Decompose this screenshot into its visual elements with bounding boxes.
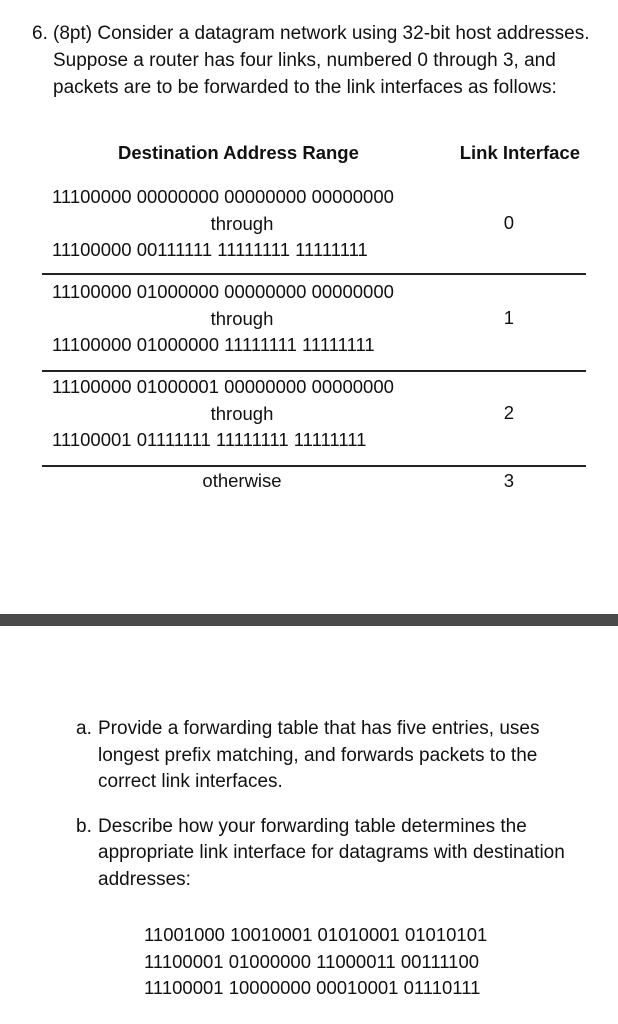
- section-divider: [0, 614, 618, 626]
- header-destination-range: Destination Address Range: [118, 142, 359, 163]
- question-number: 6.: [32, 23, 48, 44]
- destination-address: 11100001 01000000 11000011 00111100: [144, 950, 480, 972]
- range-end: 11100000 00111111 11111111 11111111: [52, 239, 368, 260]
- through-label: through: [210, 402, 274, 424]
- question-parts: [76, 716, 586, 911]
- table-row: [42, 275, 586, 372]
- part-b-letter: b.: [76, 815, 92, 837]
- header-link-interface: Link Interface: [459, 142, 580, 163]
- through-label: through: [210, 307, 274, 329]
- range-end: 11100001 01111111 11111111 11111111: [52, 429, 367, 450]
- table-row: [42, 178, 586, 275]
- part-b-text: Describe how your forwarding table determines the appropriate link interface for datagrams with destination addresses:: [98, 815, 565, 890]
- part-b: [76, 814, 586, 894]
- part-a-text: Provide a forwarding table that has five entries, uses longest prefix matching, and forwards packets to the correct link interfaces.: [98, 718, 540, 792]
- range-end: 11100000 01000000 11111111 11111111: [52, 334, 375, 355]
- through-label: through: [210, 212, 274, 234]
- link-interface-value: 2: [503, 402, 514, 423]
- link-interface-value: 1: [503, 307, 514, 328]
- part-a: [76, 716, 586, 796]
- table-row: [42, 370, 586, 467]
- otherwise-label: otherwise: [202, 470, 282, 491]
- destination-address: 11100001 10000000 00010001 01110111: [144, 977, 481, 998]
- link-interface-value: 0: [503, 212, 514, 233]
- address-range: [52, 374, 432, 454]
- range-start: 11100000 01000000 00000000 00000000: [52, 281, 394, 302]
- range-start: 11100000 00000000 00000000 00000000: [52, 186, 394, 207]
- part-a-letter: a.: [76, 718, 92, 739]
- destination-address: 11001000 10010001 01010001 01010101: [144, 924, 488, 945]
- question-block: [32, 20, 592, 101]
- question-text: (8pt) Consider a datagram network using 32-bit host addresses. Suppose a router has four links, numbered 0 through 3, and packets are to be forwarded to the link interfaces as follows:: [53, 23, 590, 98]
- address-range: [52, 279, 432, 359]
- address-range: [52, 184, 432, 264]
- otherwise-link-value: 3: [503, 470, 514, 491]
- destination-address-list: [144, 922, 487, 1002]
- range-start: 11100000 01000001 00000000 00000000: [52, 376, 394, 397]
